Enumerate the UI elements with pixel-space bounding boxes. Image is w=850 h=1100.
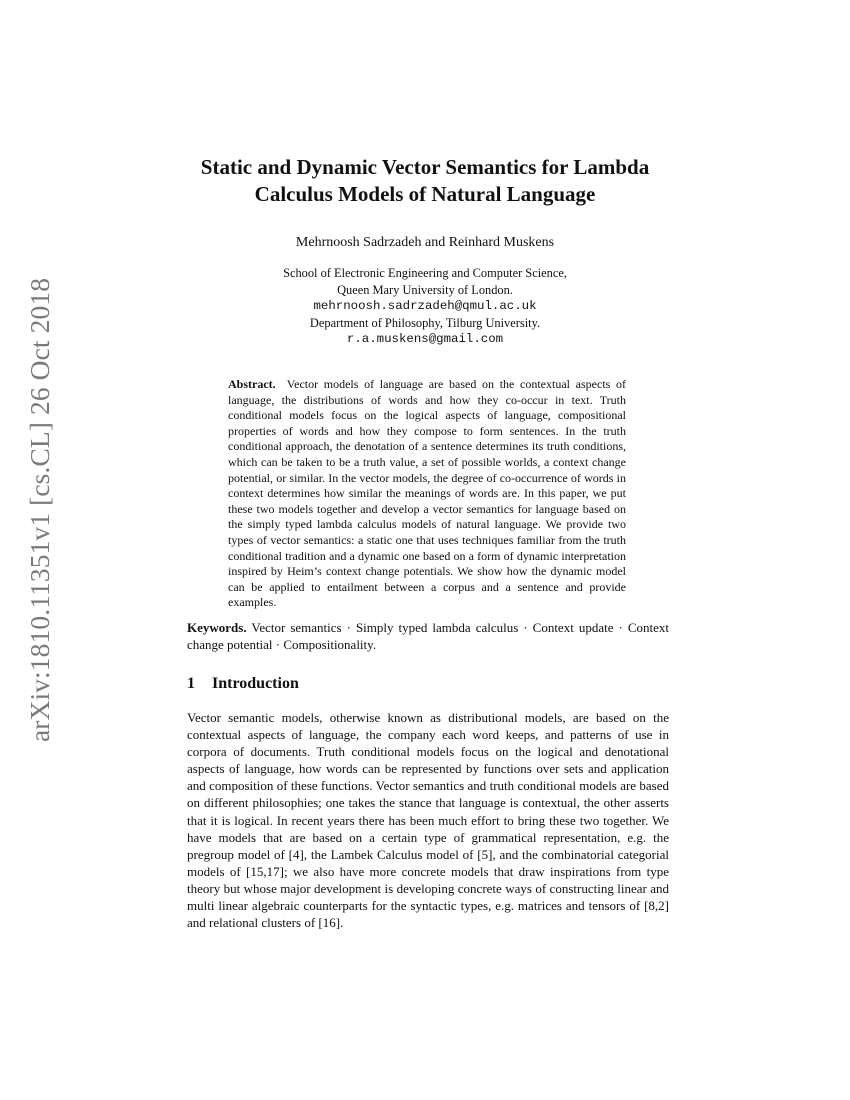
title-line-2: Calculus Models of Natural Language — [254, 182, 596, 206]
abstract — [228, 377, 626, 611]
section-heading — [187, 675, 299, 693]
email-sadrzadeh: mehrnoosh.sadrzadeh@qmul.ac.uk — [313, 299, 537, 314]
section-number: 1 — [187, 675, 195, 692]
affiliations — [0, 265, 850, 348]
title-line-1: Static and Dynamic Vector Semantics for Lambda — [200, 155, 650, 179]
paper-title — [0, 154, 850, 208]
author-list: Mehrnoosh Sadrzadeh and Reinhard Muskens — [295, 235, 555, 250]
affiliation-school: School of Electronic Engineering and Computer Science, — [283, 266, 567, 280]
intro-paragraph: Vector semantic models, otherwise known as distributional models, are based on the contextual aspects of language, the company each word keeps, and patterns of use in corpora of documents. Truth conditional models focus on the logical and denotational aspects of language, how words can be represented by functions over sets and application and composition of these functions. Vector semantics and truth conditional models are based on different philosophies; one takes the stance that language is contextual, the other asserts that it is logical. In recent years there has been much effort to bring these two together. We have models that are based on a certain type of grammatical representation, e.g. the pregroup model of [4], the Lambek Calculus model of [5], and the combinatorial categorial models of [15,17]; we also have more concrete models that draw inspirations from type theory but whose major development is developing concrete ways of constructing linear and multi linear algebraic counterparts for the syntactic types, e.g. matrices and tensors of [8,2] and relational clusters of [16]. — [187, 710, 669, 931]
affiliation-tilburg: Department of Philosophy, Tilburg University. — [309, 315, 541, 330]
email-muskens: r.a.muskens@gmail.com — [346, 332, 504, 347]
affiliation-university: Queen Mary University of London. — [337, 282, 513, 297]
arxiv-identifier: arXiv:1810.11351v1 [cs.CL] 26 Oct 2018 — [24, 277, 55, 743]
abstract-label: Abstract. — [228, 377, 276, 391]
section-title: Introduction — [212, 675, 299, 692]
abstract-text: Vector models of language are based on the contextual aspects of language, the distributions of words and how they co-occur in text. Truth conditional models focus on the logical aspects of language, compositional properties of words and how they compose to form sentences. In the truth conditional approach, the denotation of a sentence determines its truth conditions, which can be taken to be a truth value, a set of possible worlds, a context change potential, or similar. In the vector models, the degree of co-occurrence of words in context determines how similar the meanings of words are. In this paper, we put these two models together and develop a vector semantics for language based on the simply typed lambda calculus models of natural language. We provide two types of vector semantics: a static one that uses techniques familiar from the truth conditional tradition and a dynamic one based on a form of dynamic interpretation inspired by Heim’s context change potentials. We show how the dynamic model can be applied to entailment between a corpus and a sentence and provide examples. — [228, 377, 626, 610]
keywords-text: Vector semantics · Simply typed lambda calculus · Context update · Context change potential · Compositionality. — [187, 620, 669, 653]
keywords-label: Keywords. — [187, 620, 247, 635]
keywords — [187, 619, 669, 653]
